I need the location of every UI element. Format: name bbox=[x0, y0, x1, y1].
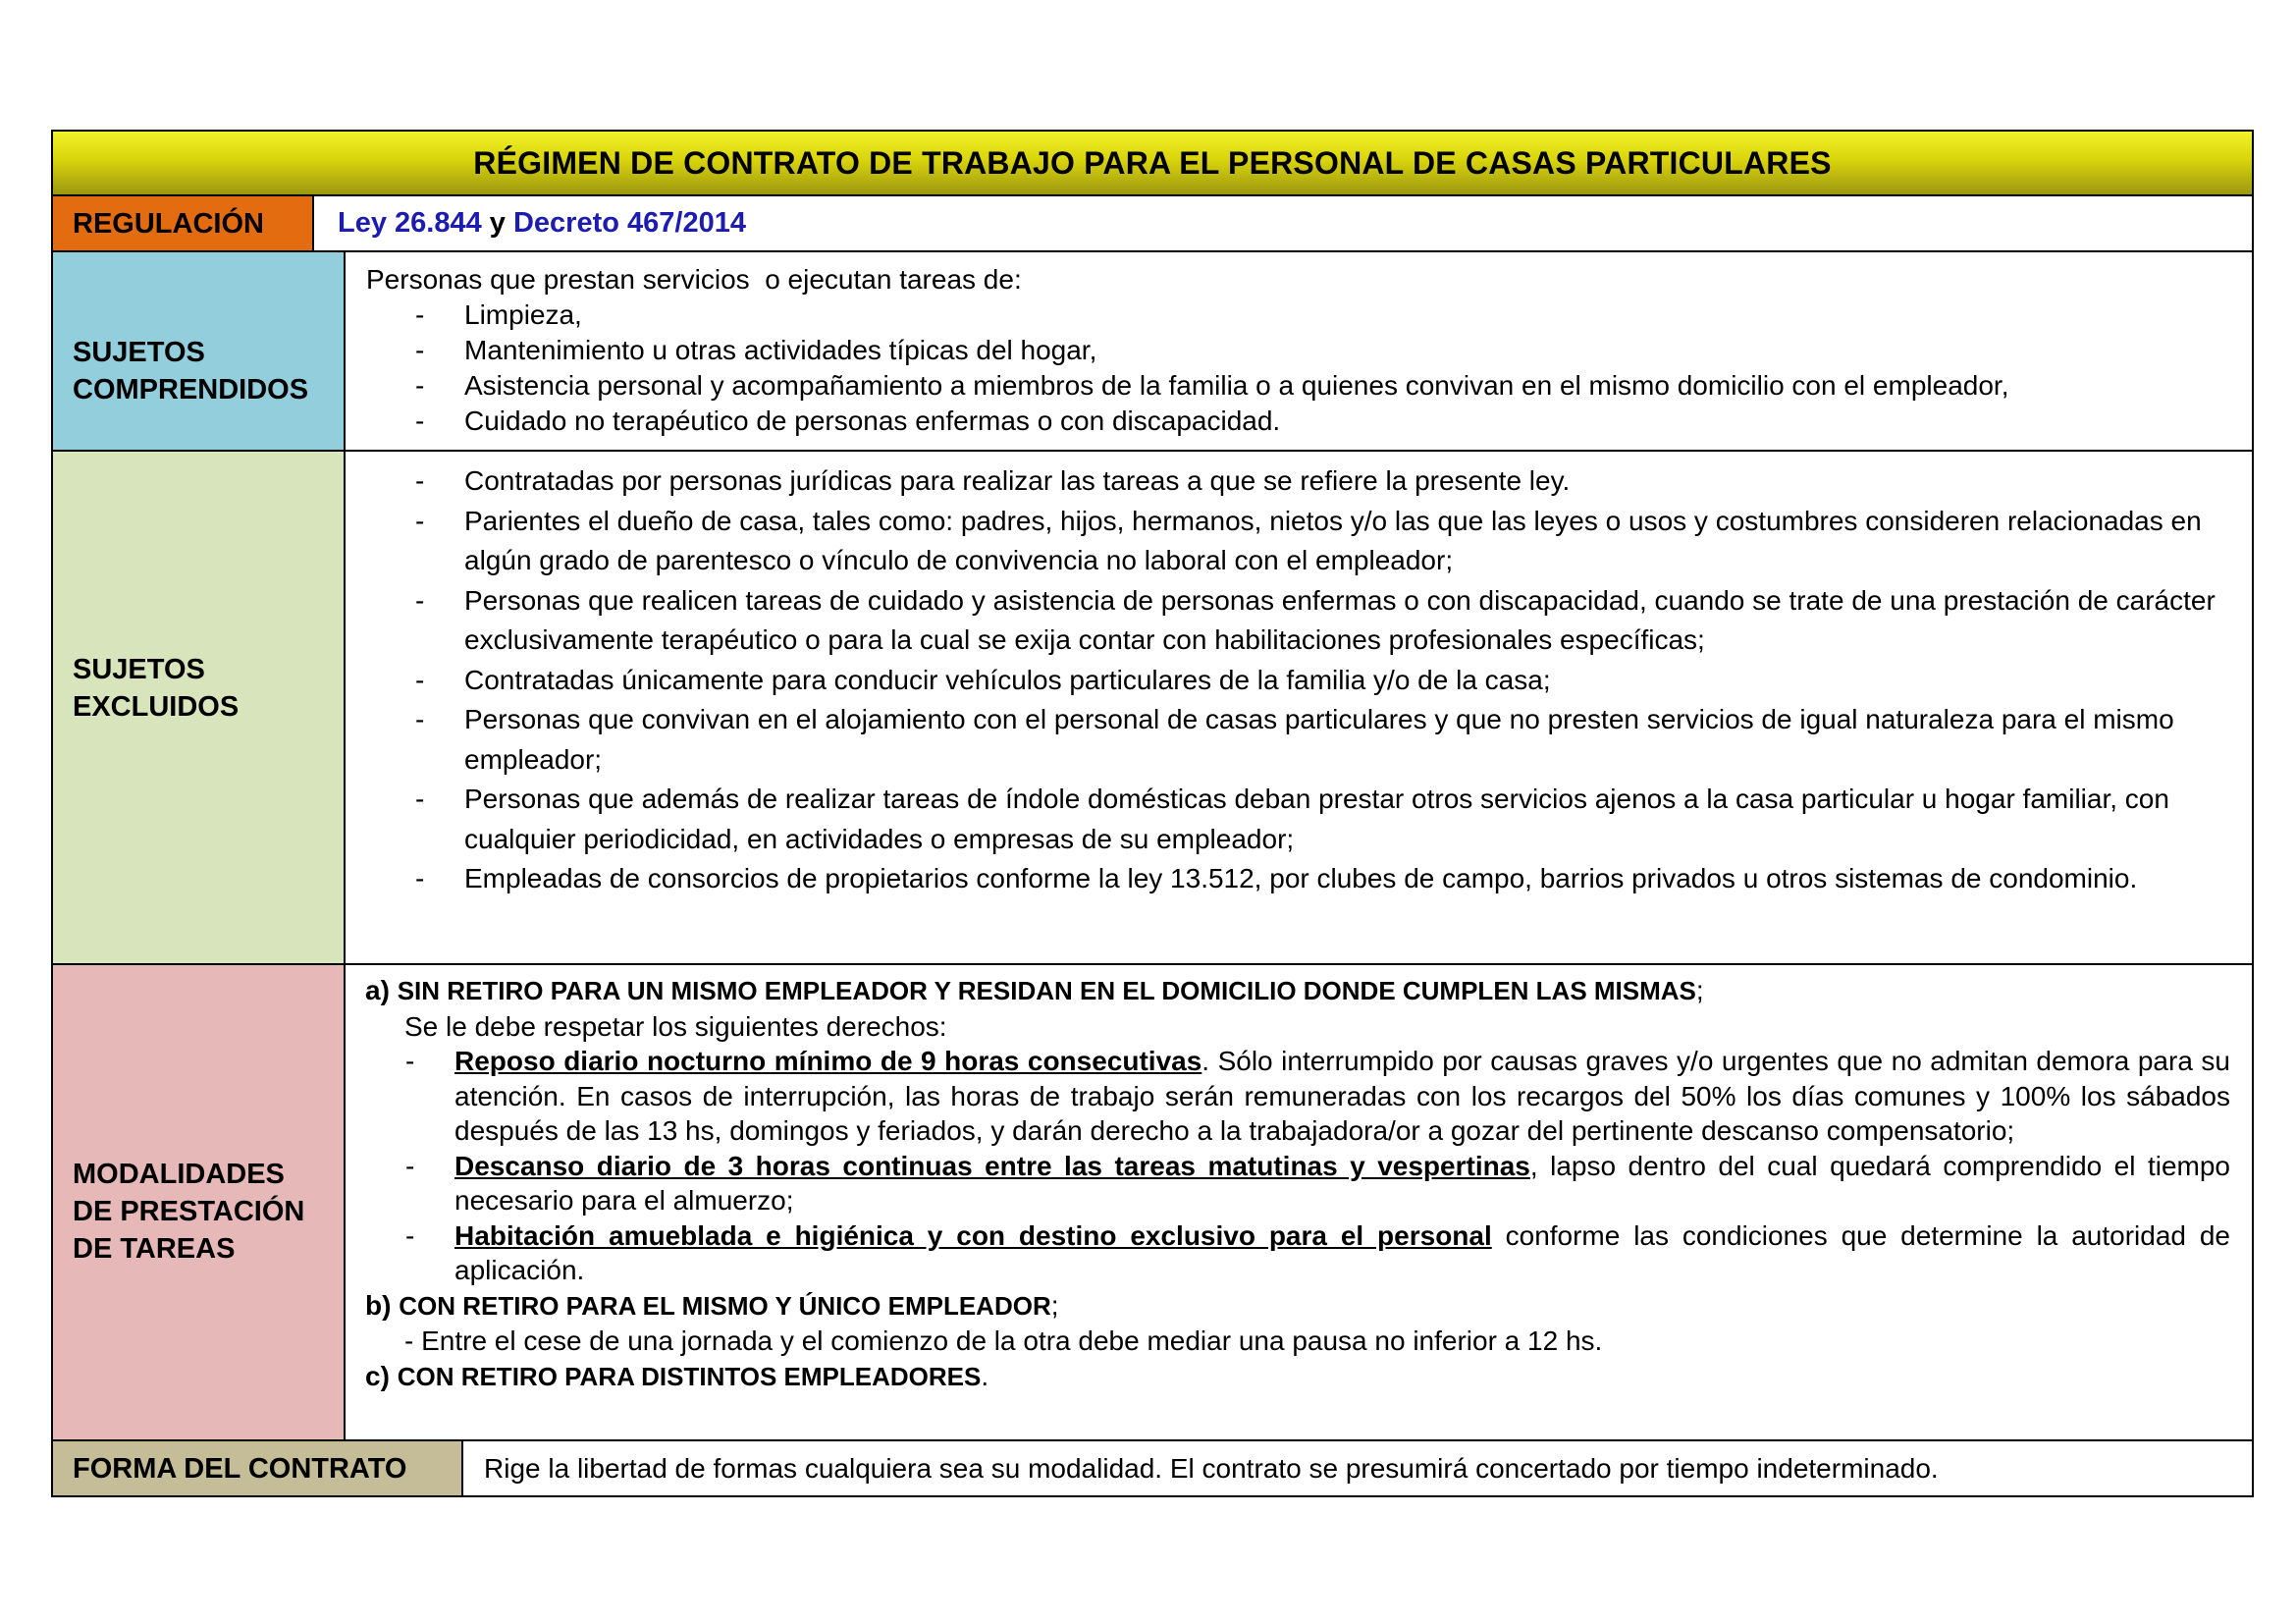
decree-reference: Decreto 467/2014 bbox=[512, 207, 746, 239]
list-item: - Personas que además de realizar tareas de índole domésticas deban prestar otros servicios ajenos a la casa particular u hogar familiar, con cualquier periodicidad, en actividades o empresas de su empleador; bbox=[346, 780, 2228, 859]
list-item: - Asistencia personal y acompañamiento a miembros de la familia o a quienes convivan en el mismo domicilio con el empleador, bbox=[366, 368, 2252, 404]
forma-contrato-content: Rige la libertad de formas cualquiera sea su modalidad. El contrato se presumirá concertado por tiempo indeterminado. bbox=[484, 1452, 1939, 1484]
modalidades-label: MODALIDADES DE PRESTACIÓN DE TAREAS bbox=[53, 965, 346, 1439]
modalidad-a-list bbox=[365, 1044, 2230, 1288]
forma-contrato-label: FORMA DEL CONTRATO bbox=[53, 1441, 463, 1495]
regulacion-content bbox=[314, 196, 2252, 250]
list-item: - Parientes el dueño de casa, tales como: padres, hijos, hermanos, nietos y/o las que las leyes o usos y costumbres consideren relacionadas en algún grado de parentesco o vínculo de convivencia no laboral con el empleador; bbox=[346, 502, 2228, 581]
modalidad-c-heading: c) CON RETIRO PARA DISTINTOS EMPLEADORES. bbox=[365, 1360, 989, 1391]
regulacion-label: REGULACIÓN bbox=[53, 196, 314, 250]
modalidad-a-intro: Se le debe respetar los siguientes derechos: bbox=[404, 1010, 947, 1042]
list-item: - Mantenimiento u otras actividades típicas del hogar, bbox=[366, 333, 2252, 368]
list-item: - Empleadas de consorcios de propietarios conforme la ley 13.512, por clubes de campo, barrios privados u otros sistemas de condominio. bbox=[346, 859, 2228, 899]
law-connector: y bbox=[481, 207, 513, 239]
row-forma-contrato bbox=[53, 1441, 2252, 1495]
comprendidos-list bbox=[366, 298, 2252, 439]
sujetos-comprendidos-content bbox=[346, 252, 2252, 450]
law-reference: Ley 26.844 bbox=[338, 207, 482, 239]
list-item: - Descanso diario de 3 horas continuas entre las tareas matutinas y vespertinas, lapso dentro del cual quedará comprendido el tiempo necesario para el almuerzo; bbox=[365, 1149, 2230, 1218]
list-item: - Reposo diario nocturno mínimo de 9 horas consecutivas. Sólo interrumpido por causas graves y/o urgentes que no admitan demora para su atención. En casos de interrupción, las horas de trabajo serán remuneradas con los recargos del 50% los días comunes y 100% los sábados después de las 13 hs, domingos y feriados, y darán derecho a la trabajadora/or a gozar del pertinente descanso compensatorio; bbox=[365, 1044, 2230, 1149]
document-title: RÉGIMEN DE CONTRATO DE TRABAJO PARA EL PERSONAL DE CASAS PARTICULARES bbox=[53, 132, 2252, 196]
row-regulacion bbox=[53, 196, 2252, 252]
sujetos-comprendidos-label: SUJETOS COMPRENDIDOS bbox=[53, 252, 346, 450]
list-item: - Contratadas por personas jurídicas para realizar las tareas a que se refiere la presente ley. bbox=[346, 461, 2228, 502]
row-modalidades bbox=[53, 965, 2252, 1441]
row-sujetos-excluidos bbox=[53, 452, 2252, 965]
modalidades-content bbox=[346, 965, 2252, 1439]
row-sujetos-comprendidos bbox=[53, 252, 2252, 452]
list-item: - Personas que realicen tareas de cuidado y asistencia de personas enfermas o con discapacidad, cuando se trate de una prestación de carácter exclusivamente terapéutico o para la cual se exija contar con habilitaciones profesionales específicas; bbox=[346, 581, 2228, 661]
list-item: - Limpieza, bbox=[366, 298, 2252, 333]
list-item: - Contratadas únicamente para conducir vehículos particulares de la familia y/o de la casa; bbox=[346, 661, 2228, 701]
list-item: - Cuidado no terapéutico de personas enfermas o con discapacidad. bbox=[366, 404, 2252, 439]
comprendidos-intro: Personas que prestan servicios o ejecutan tareas de: bbox=[366, 264, 1022, 295]
list-item: - Personas que convivan en el alojamiento con el personal de casas particulares y que no presten servicios de igual naturaleza para el mismo empleador; bbox=[346, 700, 2228, 780]
list-item: - Habitación amueblada e higiénica y con destino exclusivo para el personal conforme las condiciones que determine la autoridad de aplicación. bbox=[365, 1218, 2230, 1288]
sujetos-excluidos-content bbox=[346, 452, 2252, 963]
modalidad-b-heading: b) CON RETIRO PARA EL MISMO Y ÚNICO EMPLEADOR; bbox=[365, 1289, 1059, 1321]
modalidad-a-heading: a) SIN RETIRO PARA UN MISMO EMPLEADOR Y RESIDAN EN EL DOMICILIO DONDE CUMPLEN LAS MISMAS; bbox=[365, 975, 1704, 1005]
excluidos-list bbox=[346, 461, 2228, 899]
modalidad-b-item: - Entre el cese de una jornada y el comienzo de la otra debe mediar una pausa no inferior a 12 hs. bbox=[404, 1325, 1603, 1356]
regimen-table bbox=[51, 130, 2254, 1497]
sujetos-excluidos-label: SUJETOS EXCLUIDOS bbox=[53, 452, 346, 963]
